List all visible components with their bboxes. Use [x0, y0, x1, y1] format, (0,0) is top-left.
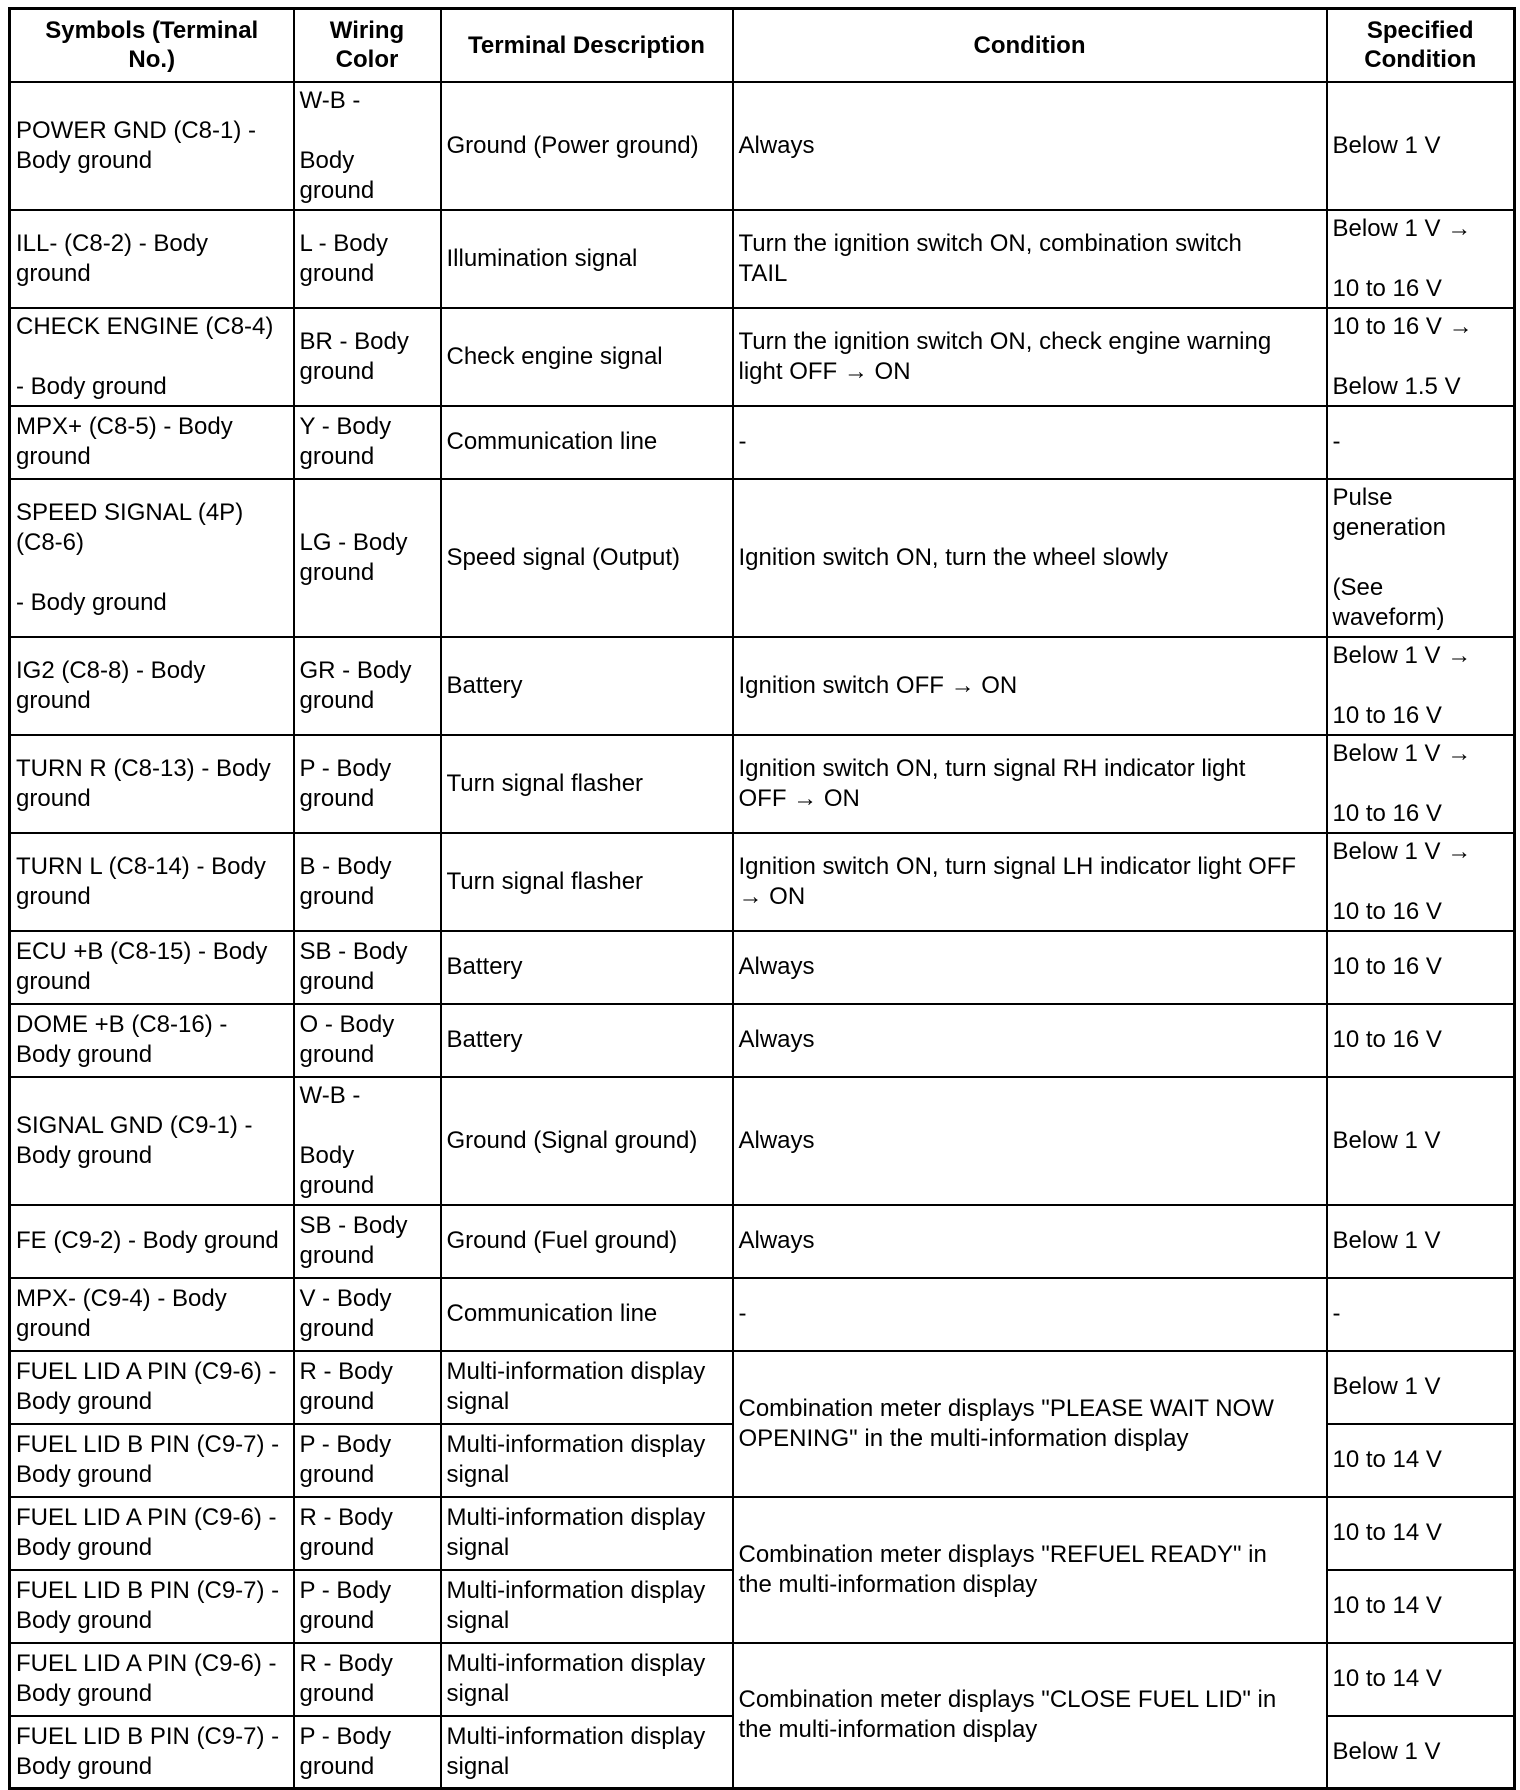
cell-condition: Combination meter displays "PLEASE WAIT NOW OPENING" in the multi-information display	[733, 1351, 1327, 1497]
cell-specified: Below 1 V → 10 to 16 V	[1327, 735, 1515, 833]
cell-wiring-color: V - Body ground	[294, 1278, 441, 1351]
cell-specified: 10 to 14 V	[1327, 1424, 1515, 1497]
cell-specified: Below 1 V → 10 to 16 V	[1327, 833, 1515, 931]
cell-symbol: TURN L (C8-14) - Body ground	[10, 833, 294, 931]
cell-condition: Ignition switch ON, turn signal RH indicator light OFF → ON	[733, 735, 1327, 833]
cell-description: Multi-information display signal	[441, 1716, 733, 1789]
cell-condition: Always	[733, 931, 1327, 1004]
cell-specified: 10 to 14 V	[1327, 1570, 1515, 1643]
cell-specified: Below 1 V	[1327, 1205, 1515, 1278]
cell-wiring-color: W-B - Body ground	[294, 1077, 441, 1205]
cell-symbol: FUEL LID B PIN (C9-7) - Body ground	[10, 1716, 294, 1789]
cell-wiring-color: Y - Body ground	[294, 406, 441, 479]
cell-symbol: FE (C9-2) - Body ground	[10, 1205, 294, 1278]
cell-description: Turn signal flasher	[441, 735, 733, 833]
cell-specified: Below 1 V	[1327, 1716, 1515, 1789]
cell-specified: Pulse generation (See waveform)	[1327, 479, 1515, 637]
table-row	[10, 1643, 1515, 1716]
cell-wiring-color: GR - Body ground	[294, 637, 441, 735]
cell-description: Multi-information display signal	[441, 1570, 733, 1643]
table-row	[10, 82, 1515, 210]
cell-specified: 10 to 16 V → Below 1.5 V	[1327, 308, 1515, 406]
cell-specified: 10 to 16 V	[1327, 1004, 1515, 1077]
terminal-table	[8, 7, 1516, 1790]
cell-condition: -	[733, 406, 1327, 479]
cell-symbol: FUEL LID B PIN (C9-7) - Body ground	[10, 1424, 294, 1497]
cell-wiring-color: SB - Body ground	[294, 931, 441, 1004]
cell-description: Multi-information display signal	[441, 1351, 733, 1424]
cell-description: Multi-information display signal	[441, 1497, 733, 1570]
cell-wiring-color: B - Body ground	[294, 833, 441, 931]
cell-wiring-color: R - Body ground	[294, 1351, 441, 1424]
table-row	[10, 1205, 1515, 1278]
header-symbols: Symbols (Terminal No.)	[10, 9, 294, 82]
cell-specified: 10 to 16 V	[1327, 931, 1515, 1004]
cell-condition: Ignition switch OFF → ON	[733, 637, 1327, 735]
table-row	[10, 1497, 1515, 1570]
cell-description: Illumination signal	[441, 210, 733, 308]
table-row	[10, 1004, 1515, 1077]
cell-description: Ground (Signal ground)	[441, 1077, 733, 1205]
cell-condition: Turn the ignition switch ON, combination switch TAIL	[733, 210, 1327, 308]
cell-description: Ground (Fuel ground)	[441, 1205, 733, 1278]
cell-description: Multi-information display signal	[441, 1424, 733, 1497]
cell-wiring-color: P - Body ground	[294, 1716, 441, 1789]
cell-wiring-color: P - Body ground	[294, 1570, 441, 1643]
cell-specified: Below 1 V → 10 to 16 V	[1327, 637, 1515, 735]
cell-condition: Turn the ignition switch ON, check engine warning light OFF → ON	[733, 308, 1327, 406]
cell-wiring-color: W-B - Body ground	[294, 82, 441, 210]
cell-description: Battery	[441, 1004, 733, 1077]
header-wiring-color: Wiring Color	[294, 9, 441, 82]
cell-description: Check engine signal	[441, 308, 733, 406]
cell-description: Communication line	[441, 406, 733, 479]
cell-condition: Combination meter displays "REFUEL READY" in the multi-information display	[733, 1497, 1327, 1643]
cell-symbol: FUEL LID B PIN (C9-7) - Body ground	[10, 1570, 294, 1643]
cell-condition: Always	[733, 1004, 1327, 1077]
table-row	[10, 308, 1515, 406]
table-row	[10, 833, 1515, 931]
table-row	[10, 735, 1515, 833]
cell-description: Battery	[441, 637, 733, 735]
cell-specified: -	[1327, 1278, 1515, 1351]
cell-symbol: IG2 (C8-8) - Body ground	[10, 637, 294, 735]
table-row	[10, 1278, 1515, 1351]
terminal-table-container	[8, 7, 1513, 1790]
cell-condition: Ignition switch ON, turn signal LH indicator light OFF → ON	[733, 833, 1327, 931]
cell-condition: Always	[733, 1205, 1327, 1278]
cell-symbol: FUEL LID A PIN (C9-6) - Body ground	[10, 1643, 294, 1716]
cell-wiring-color: BR - Body ground	[294, 308, 441, 406]
cell-symbol: ECU +B (C8-15) - Body ground	[10, 931, 294, 1004]
header-terminal-description: Terminal Description	[441, 9, 733, 82]
table-row	[10, 210, 1515, 308]
cell-symbol: FUEL LID A PIN (C9-6) - Body ground	[10, 1351, 294, 1424]
cell-wiring-color: P - Body ground	[294, 735, 441, 833]
header-row	[10, 9, 1515, 82]
cell-specified: 10 to 14 V	[1327, 1497, 1515, 1570]
table-row	[10, 637, 1515, 735]
cell-specified: Below 1 V	[1327, 1077, 1515, 1205]
cell-condition: Ignition switch ON, turn the wheel slowly	[733, 479, 1327, 637]
table-row	[10, 1077, 1515, 1205]
cell-symbol: POWER GND (C8-1) - Body ground	[10, 82, 294, 210]
cell-wiring-color: O - Body ground	[294, 1004, 441, 1077]
cell-description: Turn signal flasher	[441, 833, 733, 931]
cell-wiring-color: LG - Body ground	[294, 479, 441, 637]
table-row	[10, 479, 1515, 637]
cell-symbol: SPEED SIGNAL (4P) (C8-6) - Body ground	[10, 479, 294, 637]
cell-specified: 10 to 14 V	[1327, 1643, 1515, 1716]
cell-symbol: MPX- (C9-4) - Body ground	[10, 1278, 294, 1351]
cell-description: Ground (Power ground)	[441, 82, 733, 210]
cell-specified: Below 1 V → 10 to 16 V	[1327, 210, 1515, 308]
cell-condition: Always	[733, 1077, 1327, 1205]
header-condition: Condition	[733, 9, 1327, 82]
cell-specified: Below 1 V	[1327, 1351, 1515, 1424]
cell-symbol: ILL- (C8-2) - Body ground	[10, 210, 294, 308]
cell-description: Multi-information display signal	[441, 1643, 733, 1716]
header-specified-condition: Specified Condition	[1327, 9, 1515, 82]
cell-symbol: DOME +B (C8-16) - Body ground	[10, 1004, 294, 1077]
cell-symbol: TURN R (C8-13) - Body ground	[10, 735, 294, 833]
cell-wiring-color: R - Body ground	[294, 1497, 441, 1570]
cell-condition: Always	[733, 82, 1327, 210]
cell-description: Battery	[441, 931, 733, 1004]
table-row	[10, 931, 1515, 1004]
cell-description: Communication line	[441, 1278, 733, 1351]
cell-symbol: FUEL LID A PIN (C9-6) - Body ground	[10, 1497, 294, 1570]
cell-symbol: MPX+ (C8-5) - Body ground	[10, 406, 294, 479]
cell-wiring-color: SB - Body ground	[294, 1205, 441, 1278]
cell-description: Speed signal (Output)	[441, 479, 733, 637]
cell-symbol: CHECK ENGINE (C8-4) - Body ground	[10, 308, 294, 406]
table-row	[10, 406, 1515, 479]
cell-symbol: SIGNAL GND (C9-1) - Body ground	[10, 1077, 294, 1205]
cell-wiring-color: R - Body ground	[294, 1643, 441, 1716]
cell-specified: Below 1 V	[1327, 82, 1515, 210]
cell-specified: -	[1327, 406, 1515, 479]
cell-wiring-color: L - Body ground	[294, 210, 441, 308]
cell-wiring-color: P - Body ground	[294, 1424, 441, 1497]
table-row	[10, 1351, 1515, 1424]
cell-condition: -	[733, 1278, 1327, 1351]
cell-condition: Combination meter displays "CLOSE FUEL LID" in the multi-information display	[733, 1643, 1327, 1789]
